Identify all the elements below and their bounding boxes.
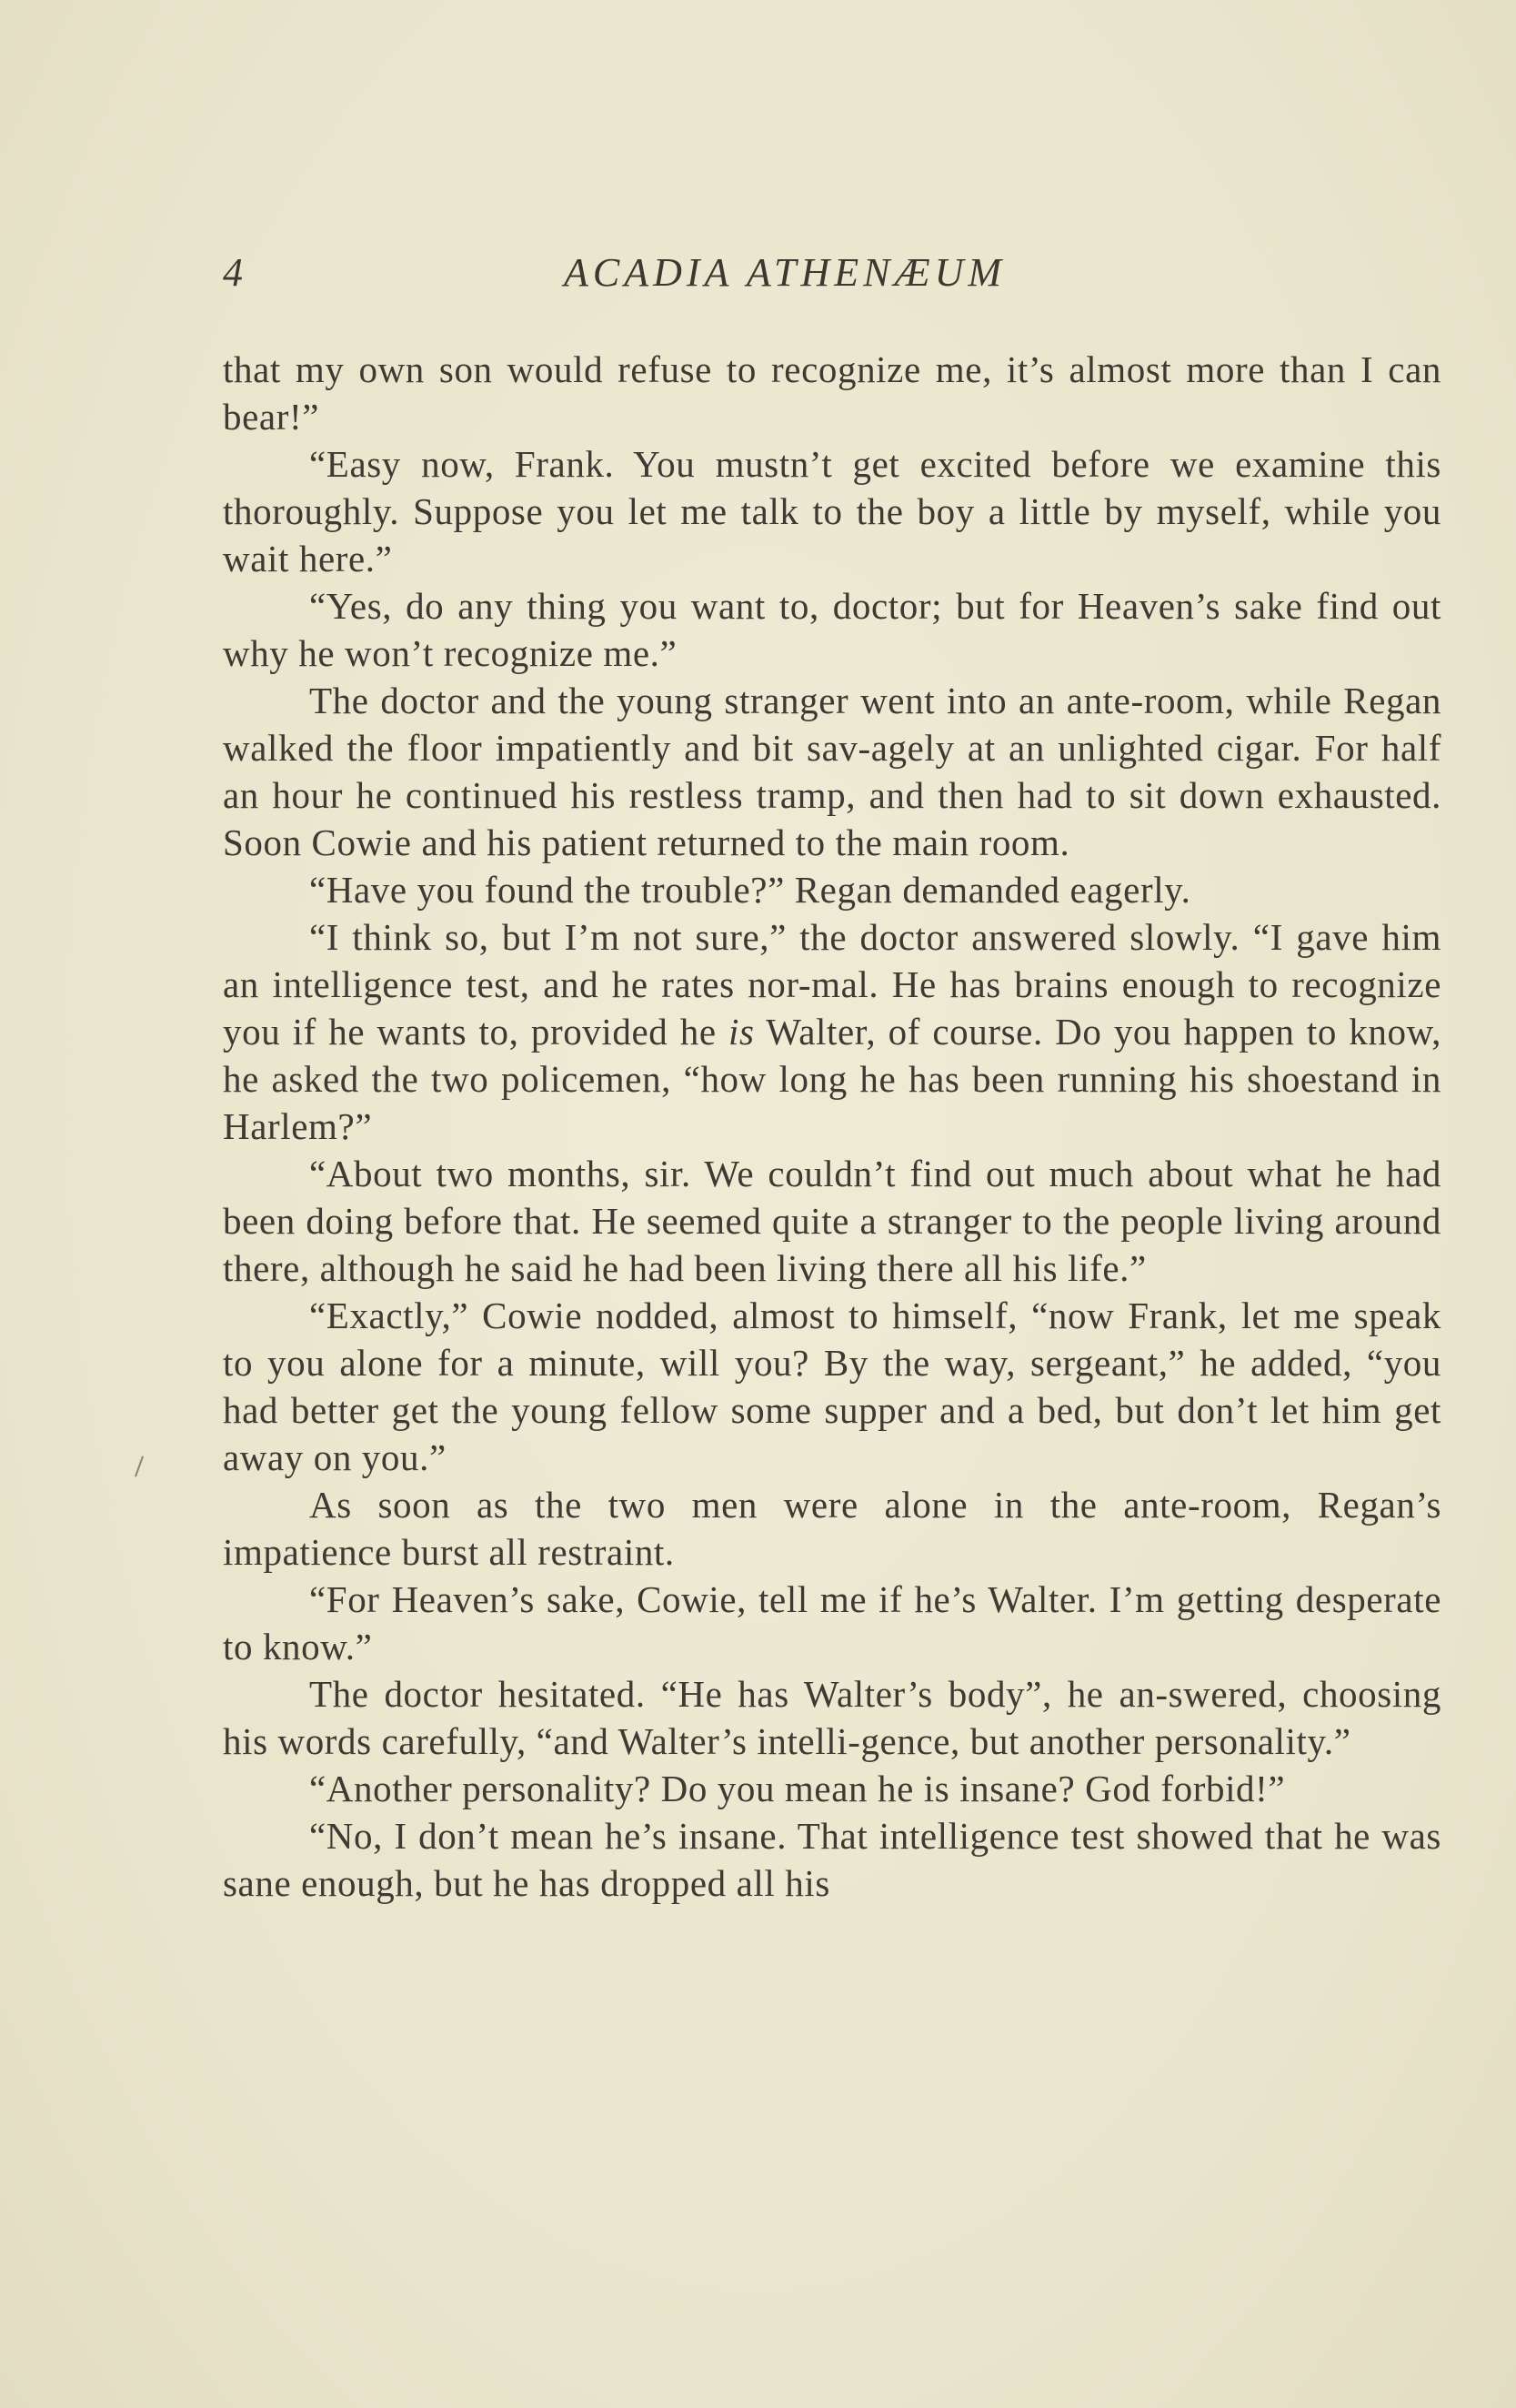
- emphasized-word: is: [728, 1011, 755, 1053]
- paragraph: “Easy now, Frank. You mustn’t get excited before we examine this thoroughly. Suppose you let me talk to the boy a little by myself, while you wait here.”: [223, 443, 1441, 579]
- paragraph-text: Walter, of course. Do you happen to know, he asked the two policemen, “how long he has been running his shoestand in Harlem?”: [223, 1011, 1441, 1147]
- paragraph: “Exactly,” Cowie nodded, almost to himself, “now Frank, let me speak to you alone for a minute, will you? By the way, sergeant,” he added, “you had better get the young fellow some supper and a bed, but don’t let him get away on you.”: [223, 1295, 1441, 1478]
- running-title: ACADIA ATHENÆUM: [564, 250, 1007, 295]
- page-header: [0, 238, 1516, 302]
- paragraph: As soon as the two men were alone in the ante-room, Regan’s impatience burst all restraint.: [223, 1484, 1441, 1573]
- paragraph: that my own son would refuse to recognize me, it’s almost more than I can bear!”: [223, 348, 1441, 438]
- paragraph: “Another personality? Do you mean he is insane? God forbid!”: [309, 1768, 1286, 1809]
- body-text: [223, 346, 1441, 1907]
- paragraph: “About two months, sir. We couldn’t find out much about what he had been doing before that. He seemed quite a stranger to the people living around there, although he said he had been living there all his life.”: [223, 1153, 1441, 1289]
- page-number: 4: [223, 250, 246, 295]
- stray-pencil-mark: [135, 1456, 144, 1476]
- paragraph: [223, 913, 1441, 1150]
- paragraph: “No, I don’t mean he’s insane. That intelligence test showed that he was sane enough, but he has dropped all his: [223, 1815, 1441, 1904]
- paragraph: “For Heaven’s sake, Cowie, tell me if he’s Walter. I’m getting desperate to know.”: [223, 1578, 1441, 1667]
- paragraph-text: “I think so, but I’m not sure,” the doctor answered slowly. “I gave him an intelligence test, and he rates nor-mal. He has brains enough to recognize you if he wants to, provided he: [223, 916, 1441, 1053]
- paragraph: The doctor and the young stranger went into an ante-room, while Regan walked the floor impatiently and bit sav-agely at an unlighted cigar. For half an hour he continued his restless tramp, and then had to sit down exhausted. Soon Cowie and his patient returned to the main room.: [223, 680, 1441, 863]
- paragraph: “Have you found the trouble?” Regan demanded eagerly.: [309, 869, 1191, 911]
- paragraph: “Yes, do any thing you want to, doctor; but for Heaven’s sake find out why he won’t recognize me.”: [223, 585, 1441, 674]
- paragraph: The doctor hesitated. “He has Walter’s body”, he an-swered, choosing his words carefully, “and Walter’s intelli-gence, but another personality.”: [223, 1673, 1441, 1762]
